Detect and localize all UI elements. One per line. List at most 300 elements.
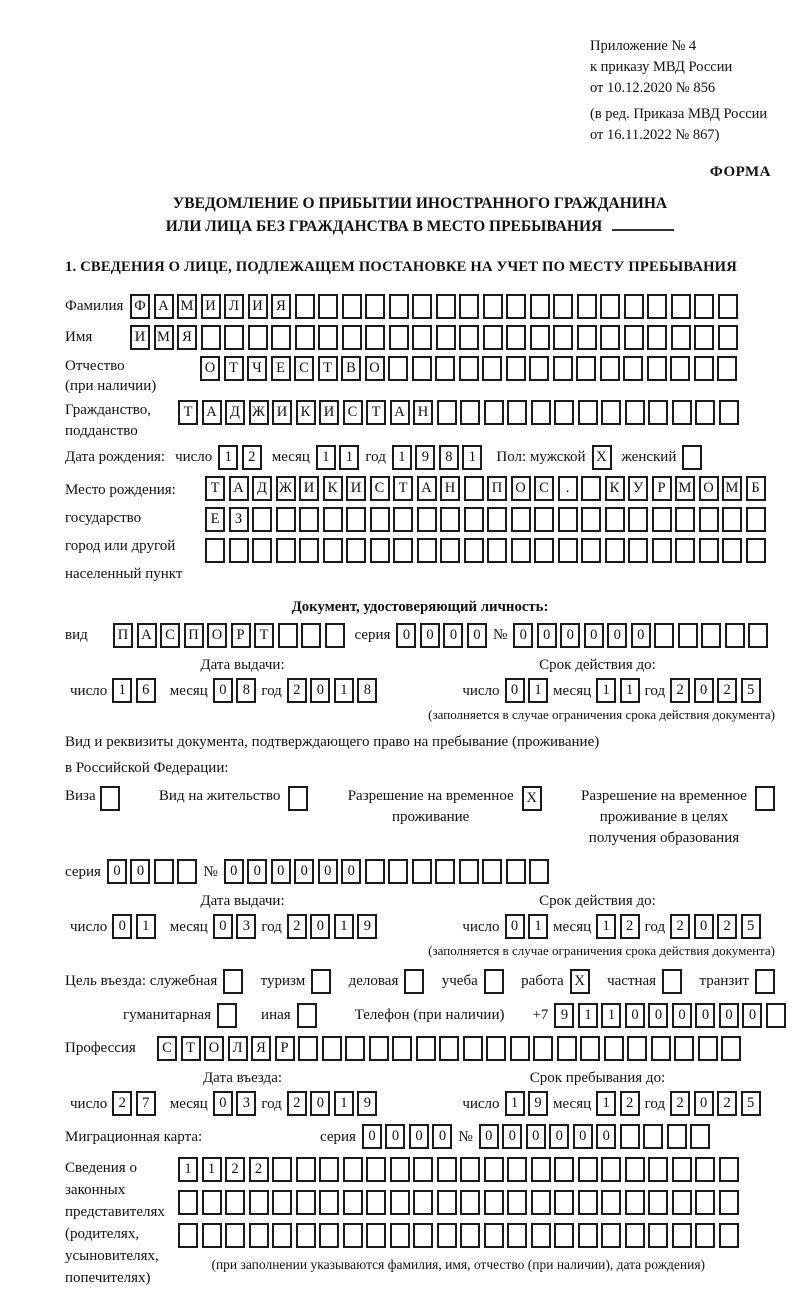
cell-box[interactable]: [177, 859, 197, 884]
cell-box[interactable]: [507, 400, 527, 425]
cell-box[interactable]: [413, 1157, 433, 1182]
cell-box[interactable]: [325, 623, 345, 648]
cell-box[interactable]: 0: [742, 1003, 762, 1028]
cell-box[interactable]: [417, 507, 437, 532]
cell-box[interactable]: [554, 400, 574, 425]
cell-box[interactable]: [672, 1157, 692, 1182]
purpose-other-checkbox[interactable]: [297, 1003, 317, 1028]
cell-box[interactable]: Т: [254, 623, 274, 648]
cell-box[interactable]: Л: [228, 1036, 248, 1061]
cell-box[interactable]: 0: [695, 1003, 715, 1028]
cell-box[interactable]: [667, 1124, 687, 1149]
cell-box[interactable]: 0: [526, 1124, 546, 1149]
cell-box[interactable]: 8: [357, 678, 377, 703]
cell-box[interactable]: [577, 325, 597, 350]
cell-box[interactable]: [389, 325, 409, 350]
cell-box[interactable]: 2: [112, 1091, 132, 1116]
cell-box[interactable]: Т: [181, 1036, 201, 1061]
cell-box[interactable]: Я: [251, 1036, 271, 1061]
cell-box[interactable]: [271, 325, 291, 350]
cell-box[interactable]: 9: [357, 1091, 377, 1116]
cell-box[interactable]: [346, 507, 366, 532]
cell-box[interactable]: [295, 294, 315, 319]
cell-box[interactable]: [311, 969, 331, 994]
cell-box[interactable]: 1: [601, 1003, 621, 1028]
cell-box[interactable]: 0: [362, 1124, 382, 1149]
cell-box[interactable]: И: [272, 400, 292, 425]
cell-box[interactable]: 0: [310, 914, 330, 939]
cell-box[interactable]: Р: [652, 476, 672, 501]
cell-box[interactable]: [346, 538, 366, 563]
cell-box[interactable]: [296, 1223, 316, 1248]
purpose-private-checkbox[interactable]: [662, 969, 682, 994]
residence-valid-day-cells[interactable]: [505, 914, 549, 939]
cell-box[interactable]: [725, 623, 745, 648]
cell-box[interactable]: [390, 1190, 410, 1215]
cell-box[interactable]: 1: [334, 1091, 354, 1116]
cell-box[interactable]: [297, 1003, 317, 1028]
cell-box[interactable]: П: [184, 623, 204, 648]
cell-box[interactable]: О: [204, 1036, 224, 1061]
residence-number-cells[interactable]: [224, 859, 550, 884]
cell-box[interactable]: [392, 1036, 412, 1061]
doc-issue-month-cells[interactable]: [213, 678, 257, 703]
cell-box[interactable]: 0: [318, 859, 338, 884]
cell-box[interactable]: [717, 356, 737, 381]
cell-box[interactable]: [323, 507, 343, 532]
cell-box[interactable]: [662, 969, 682, 994]
cell-box[interactable]: [506, 356, 526, 381]
cell-box[interactable]: [225, 1190, 245, 1215]
birthplace-cells-row3[interactable]: [205, 538, 766, 563]
stay-year-cells[interactable]: [670, 1091, 761, 1116]
cell-box[interactable]: 2: [225, 1157, 245, 1182]
purpose-work-checkbox[interactable]: [570, 969, 590, 994]
cell-box[interactable]: [554, 1223, 574, 1248]
cell-box[interactable]: С: [343, 400, 363, 425]
cell-box[interactable]: [217, 1003, 237, 1028]
cell-box[interactable]: [463, 1036, 483, 1061]
entry-month-cells[interactable]: [213, 1091, 257, 1116]
cell-box[interactable]: 1: [620, 678, 640, 703]
cell-box[interactable]: 2: [670, 914, 690, 939]
birthplace-cells-row2[interactable]: [205, 507, 766, 532]
cell-box[interactable]: 0: [631, 623, 651, 648]
cell-box[interactable]: [651, 1036, 671, 1061]
cell-box[interactable]: [318, 325, 338, 350]
cell-box[interactable]: [533, 1036, 553, 1061]
cell-box[interactable]: [252, 507, 272, 532]
cell-box[interactable]: К: [296, 400, 316, 425]
phone-cells[interactable]: [554, 1003, 786, 1028]
cell-box[interactable]: [652, 507, 672, 532]
cell-box[interactable]: 0: [549, 1124, 569, 1149]
profession-cells[interactable]: [157, 1036, 741, 1061]
cell-box[interactable]: У: [628, 476, 648, 501]
cell-box[interactable]: Ч: [247, 356, 267, 381]
patronymic-cells[interactable]: [200, 356, 737, 381]
cell-box[interactable]: [605, 507, 625, 532]
cell-box[interactable]: 0: [432, 1124, 452, 1149]
cell-box[interactable]: [531, 400, 551, 425]
cell-box[interactable]: 0: [467, 623, 487, 648]
cell-box[interactable]: [299, 507, 319, 532]
cell-box[interactable]: [580, 1036, 600, 1061]
cell-box[interactable]: [154, 859, 174, 884]
cell-box[interactable]: 2: [717, 1091, 737, 1116]
cell-box[interactable]: [229, 538, 249, 563]
cell-box[interactable]: [388, 859, 408, 884]
cell-box[interactable]: [343, 1190, 363, 1215]
rvp-edu-checkbox[interactable]: [755, 786, 775, 811]
cell-box[interactable]: Ж: [249, 400, 269, 425]
cell-box[interactable]: 0: [648, 1003, 668, 1028]
cell-box[interactable]: [412, 325, 432, 350]
cell-box[interactable]: [459, 325, 479, 350]
cell-box[interactable]: [507, 1157, 527, 1182]
cell-box[interactable]: 0: [310, 1091, 330, 1116]
cell-box[interactable]: [365, 294, 385, 319]
cell-box[interactable]: [529, 356, 549, 381]
birth-year-cells[interactable]: [392, 445, 483, 470]
migration-series-cells[interactable]: [362, 1124, 453, 1149]
cell-box[interactable]: 0: [560, 623, 580, 648]
purpose-tourism-checkbox[interactable]: [311, 969, 331, 994]
cell-box[interactable]: Р: [275, 1036, 295, 1061]
cell-box[interactable]: [718, 294, 738, 319]
cell-box[interactable]: [695, 1190, 715, 1215]
cell-box[interactable]: 2: [620, 914, 640, 939]
cell-box[interactable]: [288, 786, 308, 811]
cell-box[interactable]: [600, 294, 620, 319]
cell-box[interactable]: 0: [310, 678, 330, 703]
cell-box[interactable]: [390, 1157, 410, 1182]
cell-box[interactable]: [643, 1124, 663, 1149]
cell-box[interactable]: [464, 476, 484, 501]
cell-box[interactable]: [531, 1223, 551, 1248]
cell-box[interactable]: О: [200, 356, 220, 381]
cell-box[interactable]: [439, 1036, 459, 1061]
cell-box[interactable]: [413, 1190, 433, 1215]
cell-box[interactable]: [578, 1223, 598, 1248]
cell-box[interactable]: [412, 294, 432, 319]
cell-box[interactable]: [625, 1157, 645, 1182]
cell-box[interactable]: [437, 1223, 457, 1248]
cell-box[interactable]: [412, 859, 432, 884]
cell-box[interactable]: [205, 538, 225, 563]
cell-box[interactable]: 2: [717, 914, 737, 939]
cell-box[interactable]: [484, 1223, 504, 1248]
cell-box[interactable]: 9: [554, 1003, 574, 1028]
cell-box[interactable]: [694, 325, 714, 350]
cell-box[interactable]: [748, 623, 768, 648]
doc-issue-year-cells[interactable]: [287, 678, 378, 703]
cell-box[interactable]: [295, 325, 315, 350]
cell-box[interactable]: [576, 356, 596, 381]
cell-box[interactable]: [746, 507, 766, 532]
cell-box[interactable]: 0: [409, 1124, 429, 1149]
cell-box[interactable]: [670, 356, 690, 381]
cell-box[interactable]: 1: [528, 678, 548, 703]
cell-box[interactable]: [675, 507, 695, 532]
cell-box[interactable]: [460, 1223, 480, 1248]
cell-box[interactable]: [600, 356, 620, 381]
cell-box[interactable]: А: [229, 476, 249, 501]
cell-box[interactable]: [578, 1190, 598, 1215]
cell-box[interactable]: И: [130, 325, 150, 350]
cell-box[interactable]: [100, 786, 120, 811]
cell-box[interactable]: [581, 538, 601, 563]
cell-box[interactable]: [460, 400, 480, 425]
visa-checkbox[interactable]: [100, 786, 120, 811]
cell-box[interactable]: X: [522, 786, 542, 811]
cell-box[interactable]: 0: [505, 678, 525, 703]
cell-box[interactable]: 0: [396, 623, 416, 648]
cell-box[interactable]: [581, 507, 601, 532]
cell-box[interactable]: 0: [294, 859, 314, 884]
cell-box[interactable]: О: [511, 476, 531, 501]
cell-box[interactable]: С: [370, 476, 390, 501]
cell-box[interactable]: 0: [573, 1124, 593, 1149]
cell-box[interactable]: [301, 623, 321, 648]
cell-box[interactable]: [486, 1036, 506, 1061]
cell-box[interactable]: 0: [213, 914, 233, 939]
purpose-humanitarian-checkbox[interactable]: [217, 1003, 237, 1028]
cell-box[interactable]: А: [137, 623, 157, 648]
cell-box[interactable]: О: [699, 476, 719, 501]
cell-box[interactable]: 2: [249, 1157, 269, 1182]
cell-box[interactable]: [678, 623, 698, 648]
cell-box[interactable]: [623, 356, 643, 381]
residence-valid-year-cells[interactable]: [670, 914, 761, 939]
cell-box[interactable]: 1: [392, 445, 412, 470]
sex-male-checkbox[interactable]: [592, 445, 612, 470]
cell-box[interactable]: М: [177, 294, 197, 319]
cell-box[interactable]: [276, 538, 296, 563]
residence-issue-day-cells[interactable]: [112, 914, 156, 939]
cell-box[interactable]: [652, 538, 672, 563]
cell-box[interactable]: [511, 538, 531, 563]
cell-box[interactable]: 1: [136, 914, 156, 939]
cell-box[interactable]: [507, 1223, 527, 1248]
cell-box[interactable]: 0: [247, 859, 267, 884]
cell-box[interactable]: [581, 476, 601, 501]
cell-box[interactable]: 1: [505, 1091, 525, 1116]
cell-box[interactable]: [601, 1190, 621, 1215]
cell-box[interactable]: 0: [694, 914, 714, 939]
cell-box[interactable]: [719, 400, 739, 425]
cell-box[interactable]: [437, 1157, 457, 1182]
cell-box[interactable]: 0: [694, 678, 714, 703]
cell-box[interactable]: С: [157, 1036, 177, 1061]
cell-box[interactable]: 9: [528, 1091, 548, 1116]
cell-box[interactable]: Н: [440, 476, 460, 501]
cell-box[interactable]: Ж: [276, 476, 296, 501]
cell-box[interactable]: Т: [366, 400, 386, 425]
cell-box[interactable]: [695, 400, 715, 425]
doc-valid-month-cells[interactable]: [596, 678, 640, 703]
cell-box[interactable]: [417, 538, 437, 563]
cell-box[interactable]: 1: [334, 914, 354, 939]
entry-day-cells[interactable]: [112, 1091, 156, 1116]
cell-box[interactable]: 1: [596, 678, 616, 703]
birth-day-cells[interactable]: [218, 445, 262, 470]
cell-box[interactable]: [507, 1190, 527, 1215]
cell-box[interactable]: 0: [271, 859, 291, 884]
purpose-transit-checkbox[interactable]: [755, 969, 775, 994]
cell-box[interactable]: Р: [231, 623, 251, 648]
cell-box[interactable]: [699, 507, 719, 532]
sex-female-checkbox[interactable]: [682, 445, 702, 470]
cell-box[interactable]: [319, 1190, 339, 1215]
cell-box[interactable]: 0: [584, 623, 604, 648]
cell-box[interactable]: [506, 294, 526, 319]
cell-box[interactable]: [345, 1036, 365, 1061]
cell-box[interactable]: 9: [415, 445, 435, 470]
cell-box[interactable]: [487, 538, 507, 563]
residence-series-cells[interactable]: [107, 859, 198, 884]
cell-box[interactable]: [342, 294, 362, 319]
cell-box[interactable]: 5: [741, 914, 761, 939]
cell-box[interactable]: [272, 1157, 292, 1182]
birthplace-cells-row1[interactable]: [205, 476, 766, 501]
cell-box[interactable]: О: [365, 356, 385, 381]
cell-box[interactable]: [366, 1157, 386, 1182]
representatives-cells-row1[interactable]: [178, 1157, 739, 1182]
cell-box[interactable]: [459, 294, 479, 319]
cell-box[interactable]: [365, 859, 385, 884]
cell-box[interactable]: [393, 538, 413, 563]
cell-box[interactable]: 0: [607, 623, 627, 648]
cell-box[interactable]: [298, 1036, 318, 1061]
cell-box[interactable]: [342, 325, 362, 350]
cell-box[interactable]: [365, 325, 385, 350]
cell-box[interactable]: [554, 1157, 574, 1182]
cell-box[interactable]: [511, 507, 531, 532]
cell-box[interactable]: 2: [287, 914, 307, 939]
cell-box[interactable]: 1: [596, 1091, 616, 1116]
cell-box[interactable]: [412, 356, 432, 381]
cell-box[interactable]: Н: [413, 400, 433, 425]
doc-number-cells[interactable]: [513, 623, 768, 648]
cell-box[interactable]: [628, 507, 648, 532]
cell-box[interactable]: О: [207, 623, 227, 648]
cell-box[interactable]: М: [154, 325, 174, 350]
cell-box[interactable]: 0: [224, 859, 244, 884]
cell-box[interactable]: [718, 325, 738, 350]
cell-box[interactable]: Е: [271, 356, 291, 381]
cell-box[interactable]: 0: [385, 1124, 405, 1149]
cell-box[interactable]: [484, 400, 504, 425]
citizenship-cells[interactable]: [178, 400, 739, 425]
cell-box[interactable]: [506, 859, 526, 884]
cell-box[interactable]: [628, 538, 648, 563]
cell-box[interactable]: [252, 538, 272, 563]
cell-box[interactable]: З: [229, 507, 249, 532]
cell-box[interactable]: [249, 1223, 269, 1248]
cell-box[interactable]: [437, 400, 457, 425]
cell-box[interactable]: [558, 538, 578, 563]
cell-box[interactable]: [601, 400, 621, 425]
cell-box[interactable]: Я: [271, 294, 291, 319]
cell-box[interactable]: [459, 356, 479, 381]
cell-box[interactable]: 2: [242, 445, 262, 470]
cell-box[interactable]: [459, 859, 479, 884]
cell-box[interactable]: [625, 1190, 645, 1215]
cell-box[interactable]: [460, 1190, 480, 1215]
cell-box[interactable]: 0: [130, 859, 150, 884]
cell-box[interactable]: Л: [224, 294, 244, 319]
cell-box[interactable]: [435, 356, 455, 381]
cell-box[interactable]: [766, 1003, 786, 1028]
cell-box[interactable]: [721, 1036, 741, 1061]
cell-box[interactable]: [482, 356, 502, 381]
stay-month-cells[interactable]: [596, 1091, 640, 1116]
cell-box[interactable]: [601, 1223, 621, 1248]
cell-box[interactable]: 2: [717, 678, 737, 703]
cell-box[interactable]: Е: [205, 507, 225, 532]
cell-box[interactable]: М: [722, 476, 742, 501]
cell-box[interactable]: [248, 325, 268, 350]
cell-box[interactable]: [627, 1036, 647, 1061]
cell-box[interactable]: 0: [213, 1091, 233, 1116]
cell-box[interactable]: К: [323, 476, 343, 501]
cell-box[interactable]: [578, 1157, 598, 1182]
cell-box[interactable]: [178, 1190, 198, 1215]
cell-box[interactable]: [672, 1190, 692, 1215]
cell-box[interactable]: Д: [252, 476, 272, 501]
cell-box[interactable]: А: [154, 294, 174, 319]
cell-box[interactable]: [672, 1223, 692, 1248]
cell-box[interactable]: [755, 786, 775, 811]
cell-box[interactable]: [436, 294, 456, 319]
cell-box[interactable]: [487, 507, 507, 532]
cell-box[interactable]: 1: [178, 1157, 198, 1182]
cell-box[interactable]: [484, 1157, 504, 1182]
cell-box[interactable]: Т: [318, 356, 338, 381]
cell-box[interactable]: 0: [479, 1124, 499, 1149]
cell-box[interactable]: 1: [339, 445, 359, 470]
cell-box[interactable]: 7: [136, 1091, 156, 1116]
doc-valid-day-cells[interactable]: [505, 678, 549, 703]
cell-box[interactable]: [624, 325, 644, 350]
cell-box[interactable]: [483, 294, 503, 319]
cell-box[interactable]: [719, 1157, 739, 1182]
cell-box[interactable]: [648, 400, 668, 425]
cell-box[interactable]: [701, 623, 721, 648]
cell-box[interactable]: [648, 1223, 668, 1248]
cell-box[interactable]: 1: [578, 1003, 598, 1028]
cell-box[interactable]: [322, 1036, 342, 1061]
cell-box[interactable]: [393, 507, 413, 532]
cell-box[interactable]: [440, 538, 460, 563]
doc-issue-day-cells[interactable]: [112, 678, 156, 703]
cell-box[interactable]: [625, 1223, 645, 1248]
cell-box[interactable]: [675, 538, 695, 563]
cell-box[interactable]: [605, 538, 625, 563]
cell-box[interactable]: 8: [236, 678, 256, 703]
cell-box[interactable]: [534, 538, 554, 563]
cell-box[interactable]: [553, 294, 573, 319]
cell-box[interactable]: 2: [287, 678, 307, 703]
cell-box[interactable]: 1: [218, 445, 238, 470]
cell-box[interactable]: [698, 1036, 718, 1061]
cell-box[interactable]: 0: [694, 1091, 714, 1116]
cell-box[interactable]: 1: [202, 1157, 222, 1182]
cell-box[interactable]: [699, 538, 719, 563]
cell-box[interactable]: [647, 356, 667, 381]
cell-box[interactable]: Ф: [130, 294, 150, 319]
